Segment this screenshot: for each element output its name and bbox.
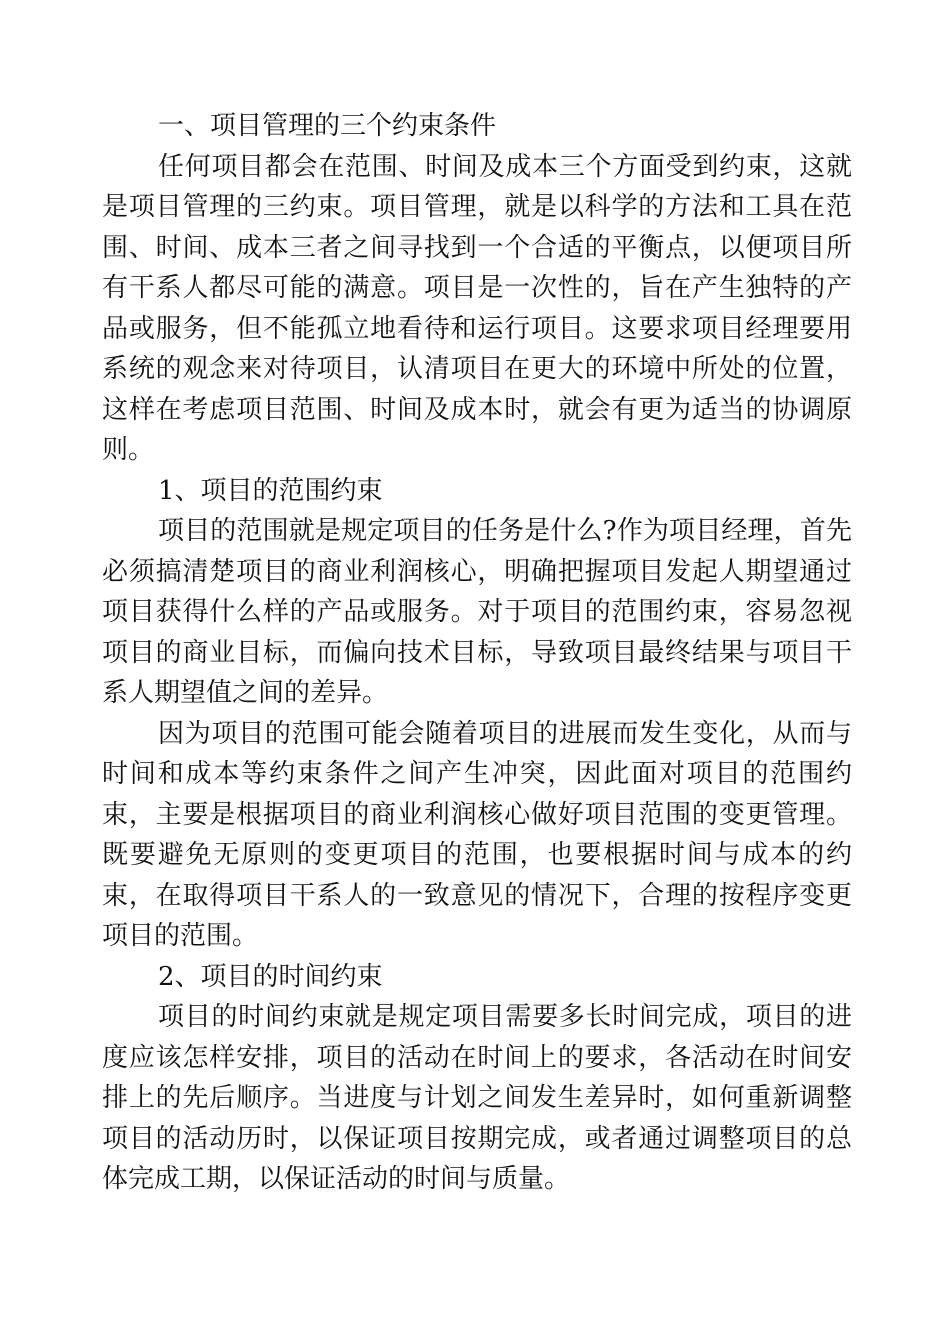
subsection-heading-time: 2、项目的时间约束 xyxy=(158,961,383,992)
section-heading-constraints: 一、项目管理的三个约束条件 xyxy=(158,111,497,141)
subsection-heading-scope: 1、项目的范围约束 xyxy=(158,475,383,506)
paragraph-scope-2: 因为项目的范围可能会随着项目的进展而发生变化，从而与时间和成本等约束条件之间产生冲突，因此面对项目的范围约束，主要是根据项目的商业利润核心做好项目范围的变更管理。既要避免无原则的变更项目的范围，也要根据时间与成本的约束，在取得项目干系人的一致意见的情况下，合理的按程序变更项目的范围。 xyxy=(102,718,852,951)
document-body xyxy=(102,106,852,1200)
paragraph-scope-1: 项目的范围就是规定项目的任务是什么?作为项目经理，首先必须搞清楚项目的商业利润核心，明确把握项目发起人期望通过项目获得什么样的产品或服务。对于项目的范围约束，容易忽视项目的商业目标，而偏向技术目标，导致项目最终结果与项目干系人期望值之间的差异。 xyxy=(102,516,852,708)
paragraph-intro: 任何项目都会在范围、时间及成本三个方面受到约束，这就是项目管理的三约束。项目管理，就是以科学的方法和工具在范围、时间、成本三者之间寻找到一个合适的平衡点，以便项目所有干系人都尽可能的满意。项目是一次性的，旨在产生独特的产品或服务，但不能孤立地看待和运行项目。这要求项目经理要用系统的观念来对待项目，认清项目在更大的环境中所处的位置，这样在考虑项目范围、时间及成本时，就会有更为适当的协调原则。 xyxy=(102,151,852,465)
paragraph-time: 项目的时间约束就是规定项目需要多长时间完成，项目的进度应该怎样安排，项目的活动在时间上的要求，各活动在时间安排上的先后顺序。当进度与计划之间发生差异时，如何重新调整项目的活动历时，以保证项目按期完成，或者通过调整项目的总体完成工期，以保证活动的时间与质量。 xyxy=(102,1002,852,1194)
